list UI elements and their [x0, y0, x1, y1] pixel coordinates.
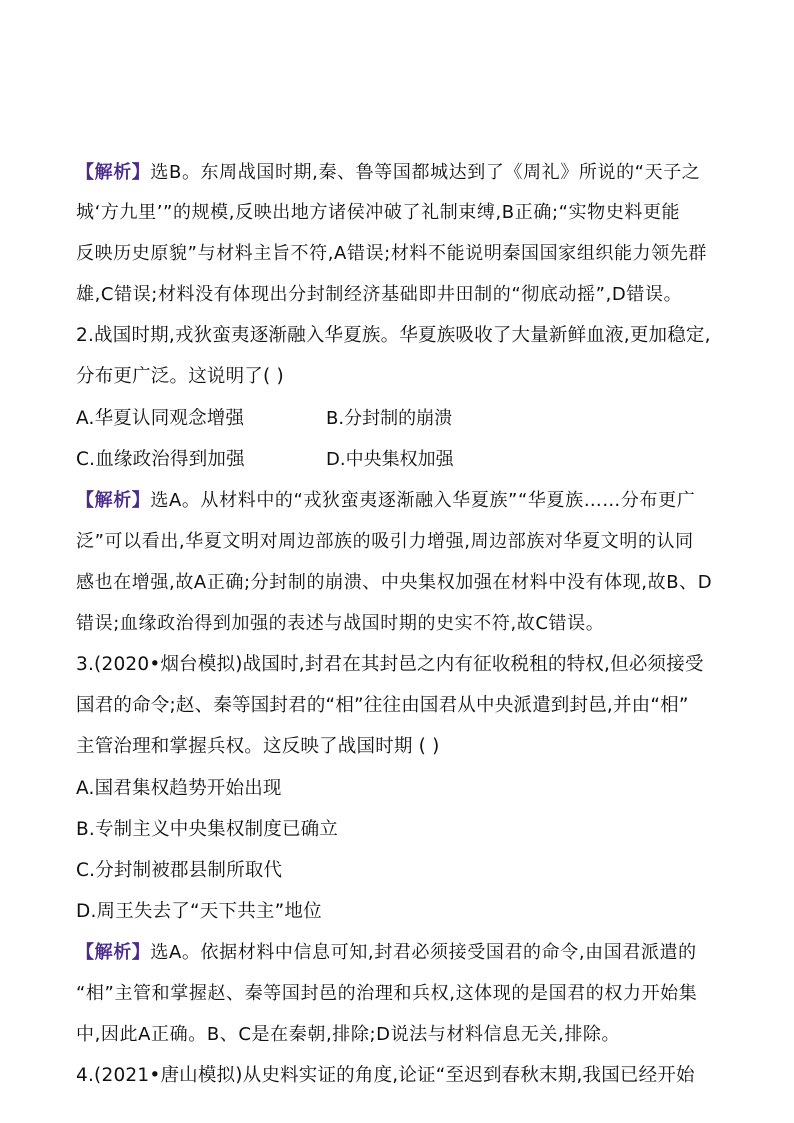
question-3-option-d: D.周王失去了“天下共主”地位: [76, 901, 322, 922]
analysis-text: 选A。依据材料中信息可知,封君必须接受国君的命令,由国君派遣的: [150, 942, 697, 963]
question-2-line-1: 2.战国时期,戎狄蛮夷逐渐融入华夏族。华夏族吸收了大量新鲜血液,更加稳定,: [76, 325, 711, 346]
question-4-line-1: 4.(2021•唐山模拟)从史料实证的角度,论证“至迟到春秋末期,我国已经开始: [76, 1065, 695, 1086]
analysis-1-line-1: [76, 160, 726, 186]
question-2-line-2: 分布更广泛。这说明了( ): [76, 366, 284, 387]
analysis-3-line-3: 中,因此A正确。B、C是在秦朝,排除;D说法与材料信息无关,排除。: [76, 1024, 621, 1045]
question-3-option-b: B.专制主义中央集权制度已确立: [76, 819, 339, 840]
question-3-line-2: 国君的命令;赵、秦等国封君的“相”往往由国君从中央派遣到封邑,并由“相”: [76, 695, 689, 716]
question-3-line-3: 主管治理和掌握兵权。这反映了战国时期 ( ): [76, 736, 440, 757]
question-2-option-a: A.华夏认同观念增强: [76, 408, 245, 429]
analysis-1-line-2: 城‘方九里’”的规模,反映出地方诸侯冲破了礼制束缚,B正确;“实物史料更能: [76, 202, 681, 223]
analysis-2-line-3: 感也在增强,故A正确;分封制的崩溃、中央集权加强在材料中没有体现,故B、D: [76, 572, 713, 593]
question-3-line-1: 3.(2020•烟台模拟)战国时,封君在其封邑之内有征收税租的特权,但必须接受: [76, 654, 704, 675]
analysis-1-line-4: 雄,C错误;材料没有体现出分封制经济基础即井田制的“彻底动摇”,D错误。: [76, 284, 683, 305]
analysis-tag: 【解析】: [76, 490, 151, 511]
analysis-2-line-1: [76, 488, 726, 514]
analysis-text: 选B。东周战国时期,秦、鲁等国都城达到了《周礼》所说的“天子之: [150, 162, 701, 183]
question-2-option-b: B.分封制的崩溃: [326, 408, 453, 429]
question-2-option-c: C.血缘政治得到加强: [76, 449, 245, 470]
question-3-option-a: A.国君集权趋势开始出现: [76, 778, 282, 799]
question-3-option-c: C.分封制被郡县制所取代: [76, 860, 283, 881]
analysis-3-line-2: “相”主管和掌握赵、秦等国封邑的治理和兵权,这体现的是国君的权力开始集: [76, 983, 698, 1004]
analysis-2-line-4: 错误;血缘政治得到加强的表述与战国时期的史实不符,故C错误。: [76, 613, 605, 634]
analysis-3-line-1: [76, 940, 726, 966]
question-2-option-d: D.中央集权加强: [326, 449, 454, 470]
analysis-tag: 【解析】: [76, 942, 151, 963]
analysis-tag: 【解析】: [76, 162, 151, 183]
analysis-1-line-3: 反映历史原貌”与材料主旨不符,A错误;材料不能说明秦国国家组织能力领先群: [76, 243, 708, 264]
analysis-2-line-2: 泛”可以看出,华夏文明对周边部族的吸引力增强,周边部族对华夏文明的认同: [76, 531, 694, 552]
analysis-text: 选A。从材料中的“戎狄蛮夷逐渐融入华夏族”“华夏族……分布更广: [150, 490, 696, 511]
